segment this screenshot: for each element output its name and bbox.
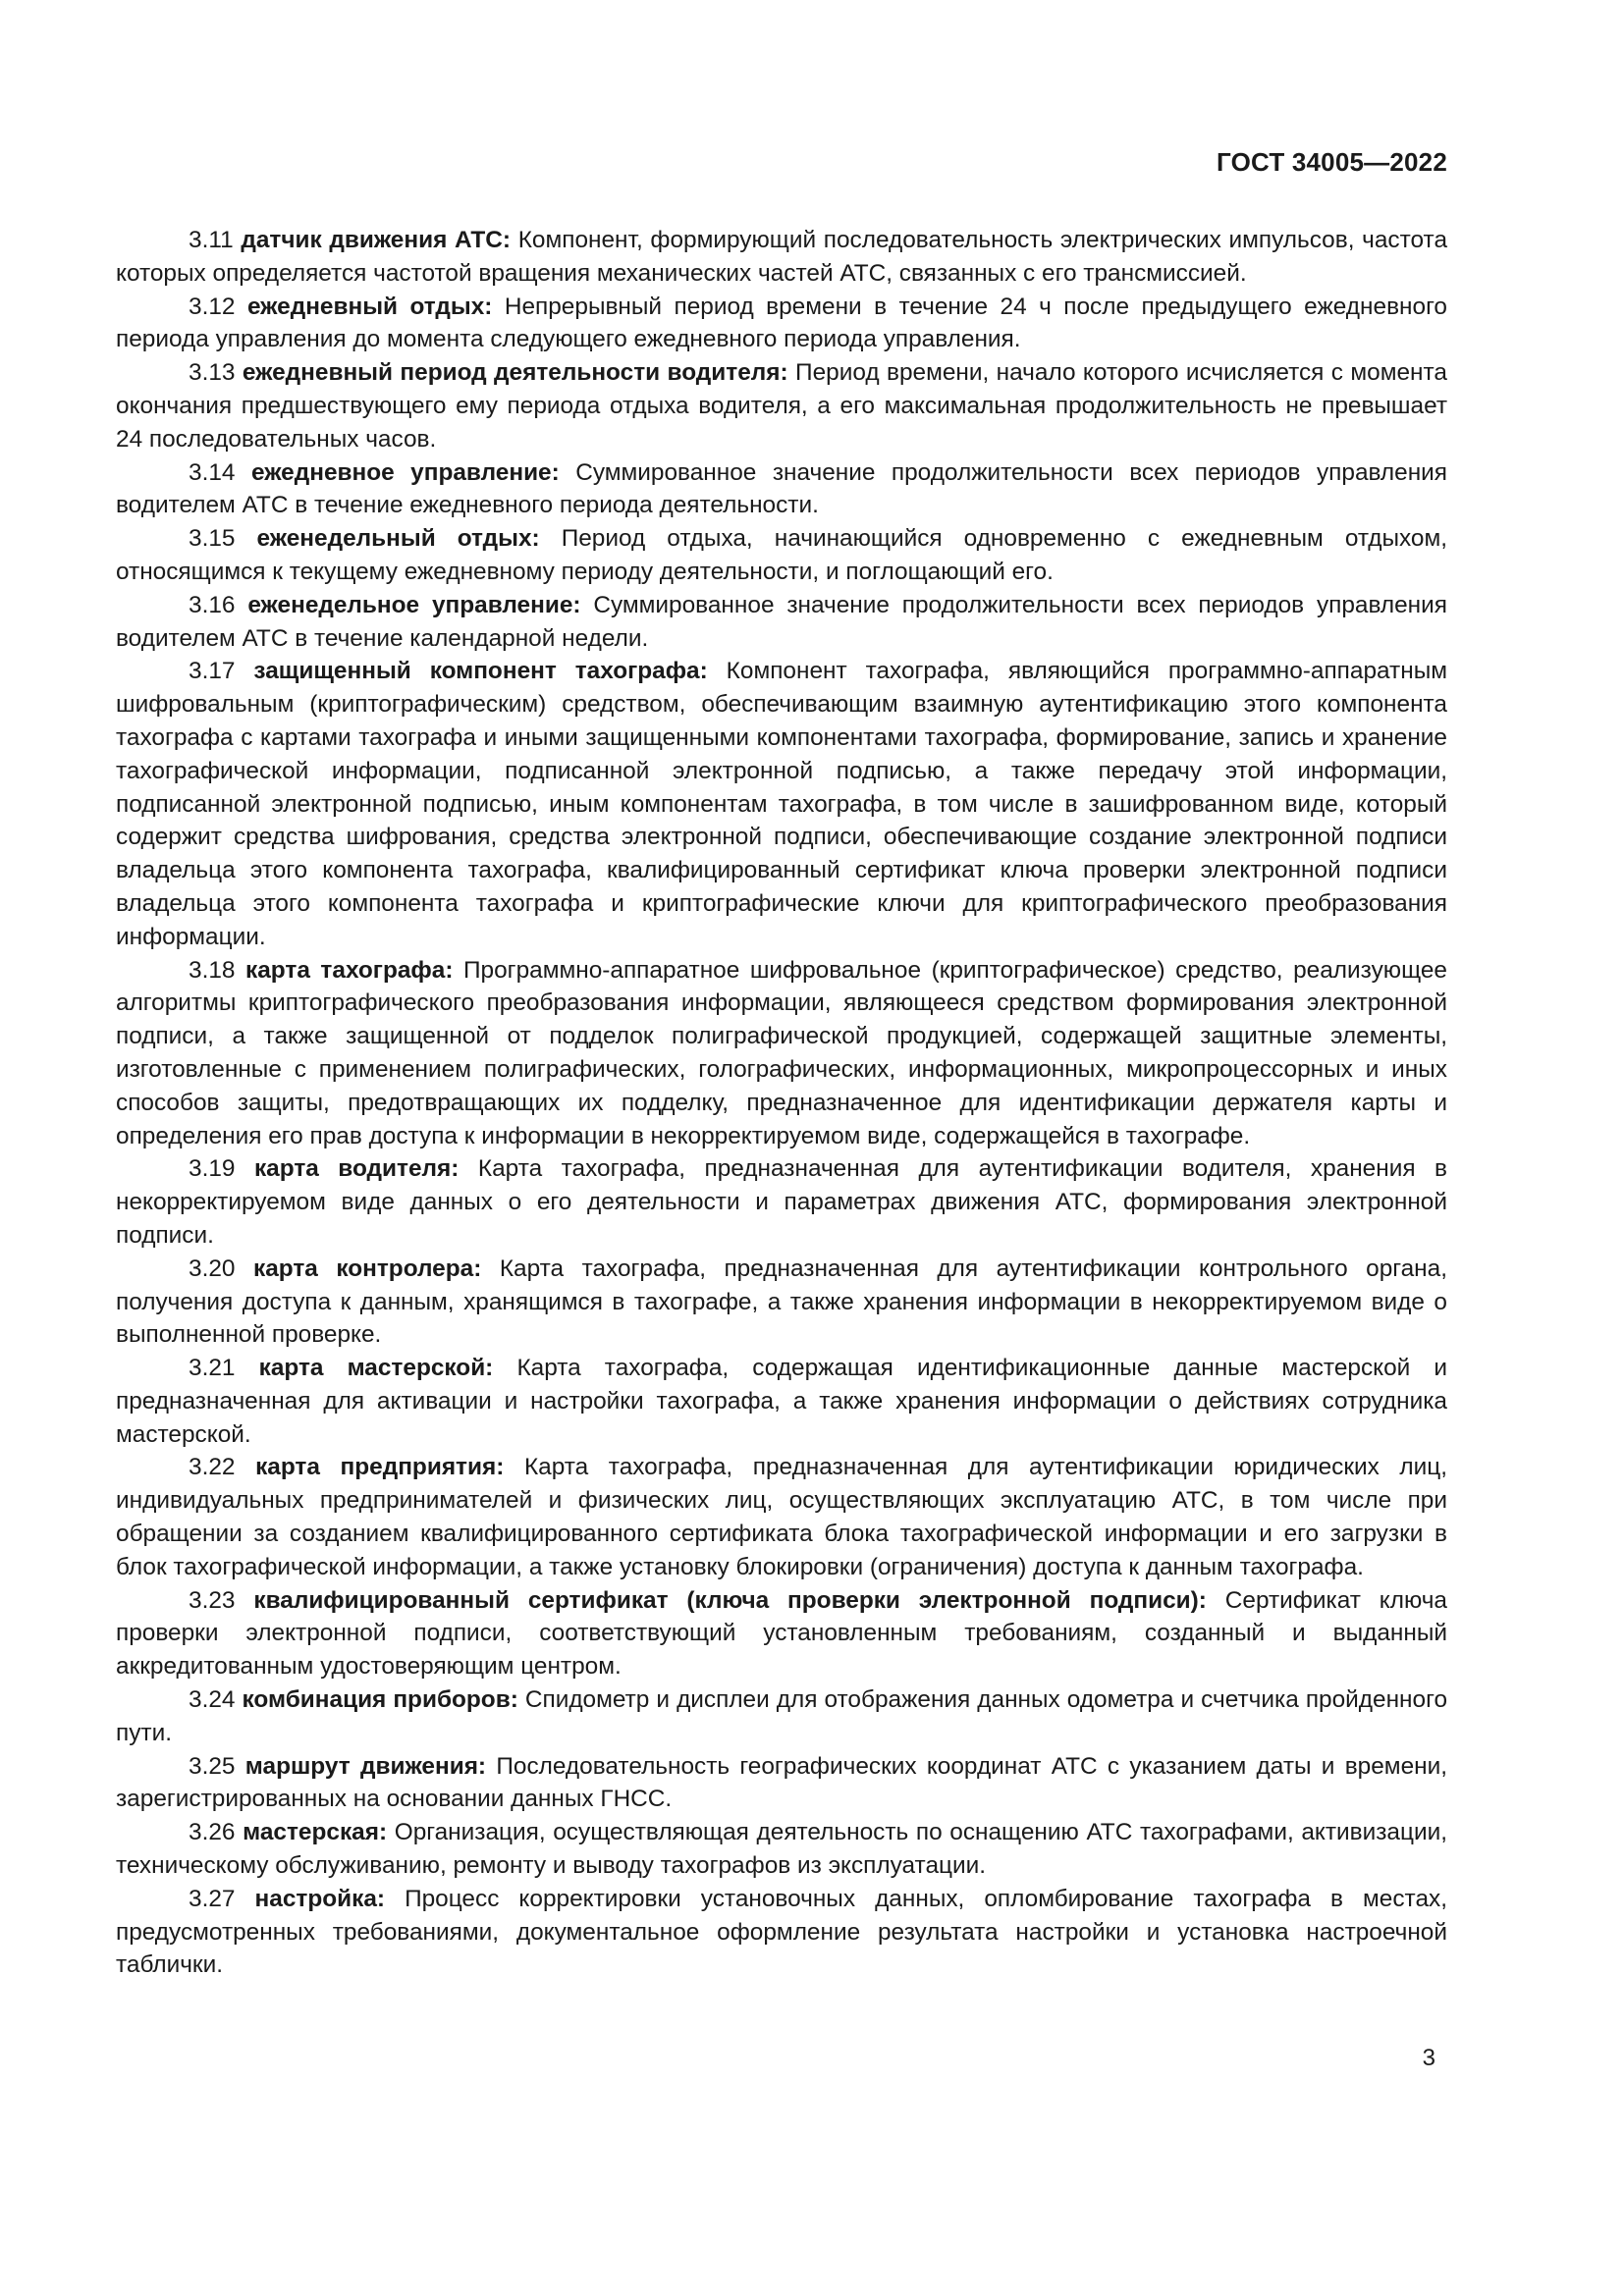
term-number: 3.14 — [189, 458, 236, 486]
term-number: 3.16 — [189, 591, 236, 618]
term-entry — [116, 224, 1447, 291]
term-name: ежедневный период деятельности водителя: — [242, 359, 788, 387]
term-name: защищенный компонент тахографа: — [253, 658, 708, 685]
term-number: 3.17 — [189, 658, 236, 685]
term-name: комбинация приборов: — [242, 1686, 518, 1714]
term-entry — [116, 456, 1447, 523]
term-name: квалифицированный сертификат (ключа проверки электронной подписи): — [253, 1586, 1207, 1614]
term-definition: Суммированное значение продолжительности всех периодов управления водителем АТС в течение календарной недели. — [116, 591, 1447, 652]
term-definition: Компонент, формирующий последовательность электрических импульсов, частота которых определяется частотой вращения механических частей АТС, связанных с его трансмиссией. — [116, 227, 1448, 287]
term-entry — [116, 356, 1447, 455]
term-entry — [116, 655, 1447, 953]
term-number: 3.20 — [189, 1255, 236, 1282]
term-definition: Процесс корректировки установочных данных, опломбирование тахографа в местах, предусмотренных требованиями, документальное оформление результата настройки и установка настроечной таблички. — [116, 1885, 1447, 1979]
term-definition: Последовательность географических координат АТС с указанием даты и времени, зарегистрированных на основании данных ГНСС. — [116, 1752, 1448, 1813]
term-definition: Карта тахографа, содержащая идентификационные данные мастерской и предназначенная для активации и настройки тахографа, а также хранения информации о действиях сотрудника мастерской. — [116, 1355, 1448, 1448]
term-definition: Период отдыха, начинающийся одновременно с ежедневным отдыхом, относящимся к текущему ежедневному периоду деятельности, и поглощающий его. — [116, 525, 1448, 585]
term-number: 3.24 — [189, 1686, 236, 1714]
term-definition: Карта тахографа, предназначенная для аутентификации контрольного органа, получения доступа к данным, хранящимся в тахографе, а также хранения информации в некорректируемом виде о выполненной проверке. — [116, 1255, 1447, 1349]
term-name: карта водителя: — [253, 1155, 460, 1183]
term-entry — [116, 589, 1447, 656]
term-definition: Суммированное значение продолжительности всех периодов управления водителем АТС в течение ежедневного периода деятельности. — [116, 458, 1448, 519]
term-entry — [116, 522, 1447, 589]
term-number: 3.13 — [189, 359, 236, 387]
term-number: 3.19 — [189, 1155, 236, 1183]
term-entry — [116, 1750, 1447, 1817]
term-definition: Карта тахографа, предназначенная для аутентификации юридических лиц, индивидуальных предпринимателей и физических лиц, осуществляющих эксплуатацию АТС, в том числе при обращении за созданием квалифицированного сертификата блока тахографической информации и его загрузки в блок тахографической информации, а также установку блокировки (ограничения) доступа к данным тахографа. — [116, 1454, 1448, 1580]
term-name: настройка: — [254, 1885, 386, 1912]
standard-code: ГОСТ 34005—2022 — [1217, 147, 1447, 177]
term-name: маршрут движения: — [244, 1752, 487, 1780]
term-name: карта предприятия: — [255, 1454, 505, 1481]
term-name: карта контролера: — [252, 1255, 482, 1282]
term-definition: Программно-аппаратное шифровальное (криптографическое) средство, реализующее алгоритмы криптографического преобразования информации, являющееся средством формирования электронной подписи, а также защищенной от подделок полиграфической продукцией, содержащей защитные элементы, изготовленные с применением полиграфических, голографических, информационных, микропроцессорных и иных способов защиты, предотвращающих их подделку, предназначенное для идентификации держателя карты и определения его прав доступа к информации в некорректируемом виде, содержащейся в тахографе. — [116, 956, 1447, 1149]
term-entry — [116, 1152, 1447, 1252]
term-number: 3.15 — [189, 525, 236, 553]
page-number: 3 — [1422, 2045, 1435, 2071]
term-entry — [116, 1451, 1447, 1583]
term-number: 3.27 — [189, 1885, 236, 1912]
term-entry — [116, 291, 1447, 357]
term-number: 3.25 — [189, 1752, 236, 1780]
terms-list — [116, 224, 1447, 1982]
term-definition: Сертификат ключа проверки электронной подписи, соответствующий установленным требованиям, созданный и выданный аккредитованным удостоверяющим центром. — [116, 1586, 1447, 1681]
term-name: ежедневный отдых: — [246, 293, 493, 320]
term-name: мастерская: — [243, 1819, 388, 1846]
term-entry — [116, 1352, 1447, 1451]
term-definition: Организация, осуществляющая деятельность по оснащению АТС тахографами, активизации, техническому обслуживанию, ремонту и выводу тахографов из эксплуатации. — [116, 1819, 1447, 1880]
term-entry — [116, 1253, 1447, 1352]
term-number: 3.26 — [189, 1819, 236, 1846]
term-name: карта тахографа: — [245, 956, 454, 984]
term-number: 3.18 — [189, 956, 236, 984]
term-entry — [116, 1584, 1447, 1683]
term-number: 3.12 — [189, 293, 236, 320]
term-definition: Компонент тахографа, являющийся программно-аппаратным шифровальным (криптографическим) средством, обеспечивающим взаимную аутентификацию этого компонента тахографа с картами тахографа и иными защищенными компонентами тахографа, формирование, запись и хранение тахографической информации, подписанной электронной подписью, а также передачу этой информации, подписанной электронной подписью, иным компонентам тахографа, в том числе в зашифрованном виде, который содержит средства шифрования, средства электронной подписи, обеспечивающие создание электронной подписи владельца этого компонента тахографа, квалифицированный сертификат ключа проверки электронной подписи владельца этого компонента тахографа и криптографические ключи для криптографического преобразования информации. — [116, 658, 1447, 950]
term-entry — [116, 1883, 1447, 1982]
term-number: 3.23 — [189, 1586, 236, 1614]
term-definition: Непрерывный период времени в течение 24 ч после предыдущего ежедневного периода управления до момента следующего ежедневного периода управления. — [116, 293, 1447, 353]
term-number: 3.22 — [189, 1454, 236, 1481]
term-entry — [116, 954, 1447, 1153]
term-definition: Карта тахографа, предназначенная для аутентификации водителя, хранения в некорректируемом виде данных о его деятельности и параметрах движения АТС, формирования электронной подписи. — [116, 1155, 1447, 1249]
term-name: карта мастерской: — [258, 1355, 494, 1382]
term-entry — [116, 1683, 1447, 1750]
term-definition: Спидометр и дисплеи для отображения данных одометра и счетчика пройденного пути. — [116, 1686, 1448, 1746]
term-name: датчик движения АТС: — [241, 227, 512, 253]
term-name: еженедельный отдых: — [256, 525, 540, 553]
term-definition: Период времени, начало которого исчисляется с момента окончания предшествующего ему периода отдыха водителя, а его максимальная продолжительность не превышает 24 последовательных часов. — [116, 359, 1447, 453]
term-name: еженедельное управление: — [247, 591, 581, 618]
term-entry — [116, 1816, 1447, 1883]
term-number: 3.11 — [189, 227, 234, 253]
term-number: 3.21 — [189, 1355, 236, 1382]
term-name: ежедневное управление: — [250, 458, 560, 486]
